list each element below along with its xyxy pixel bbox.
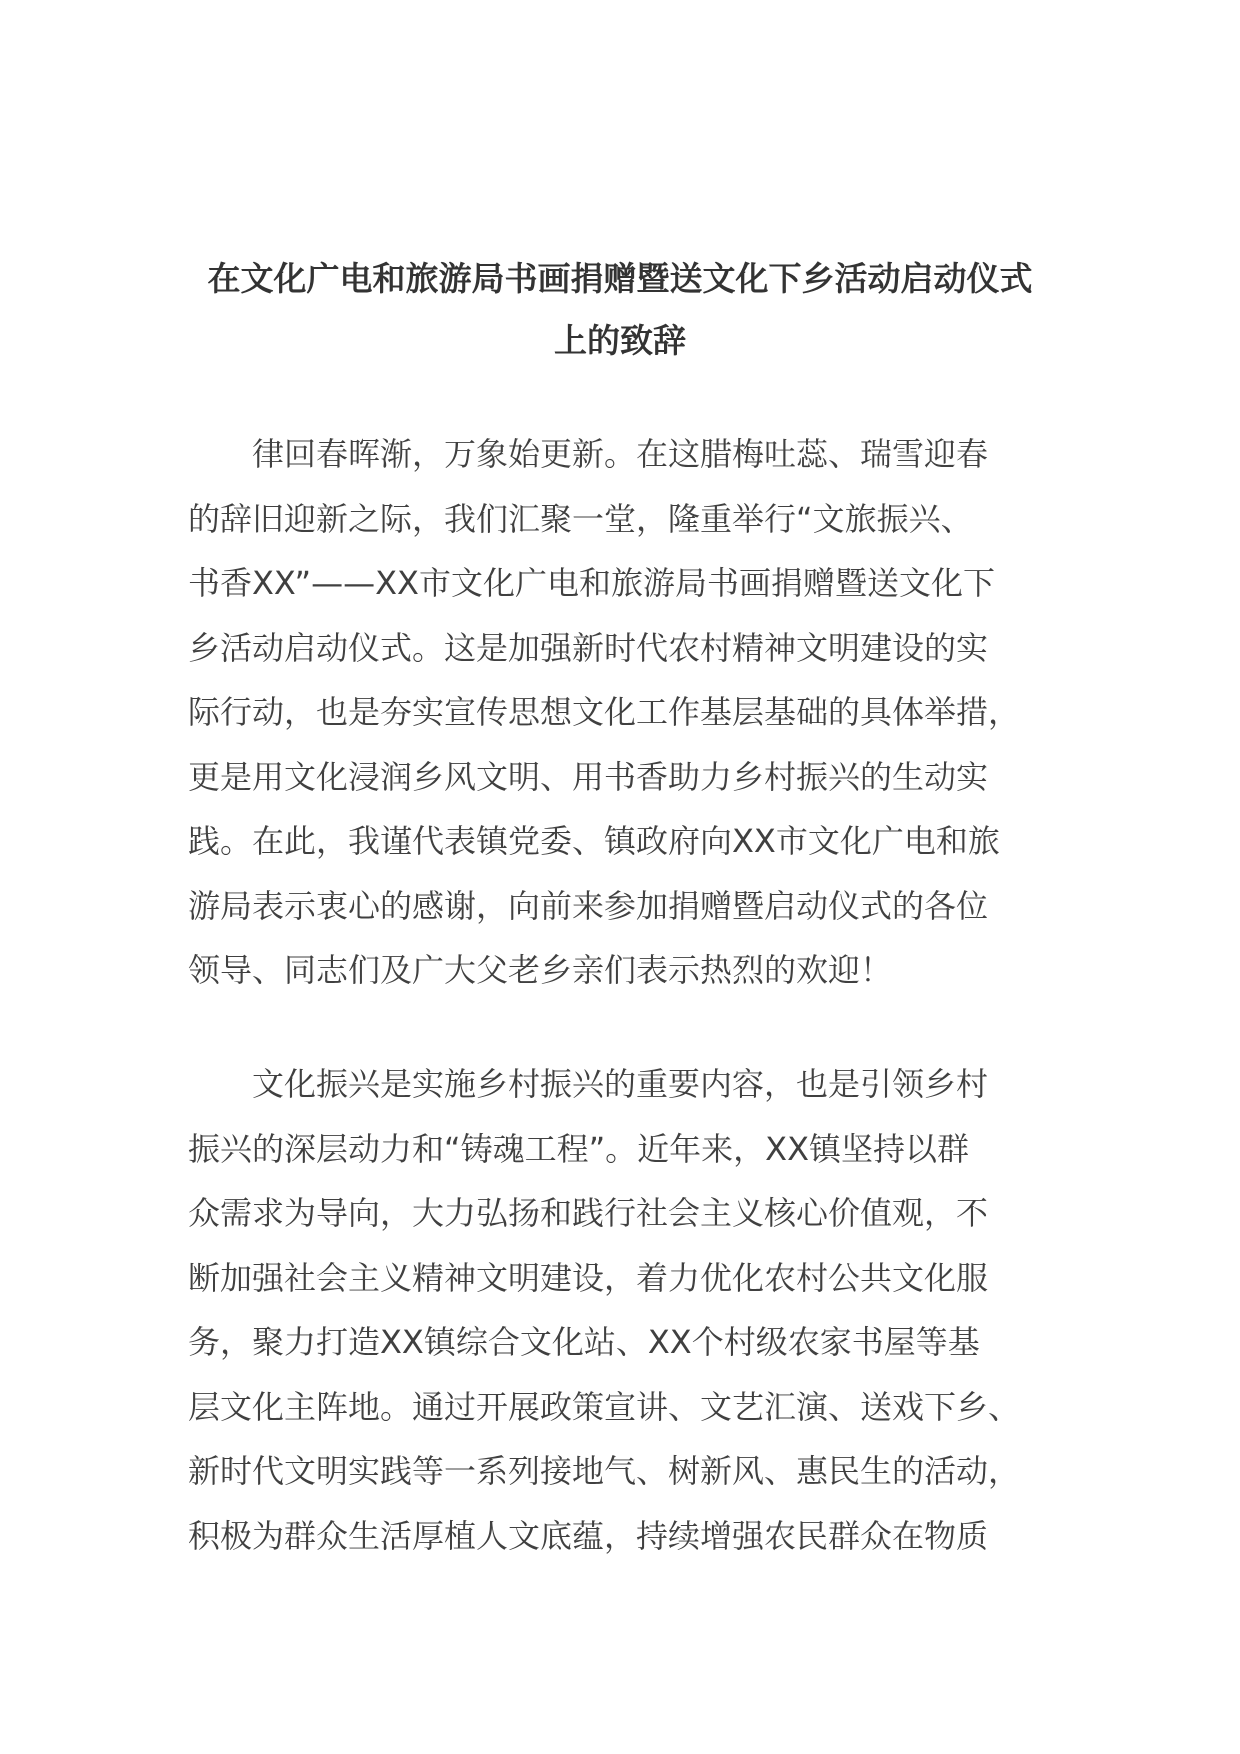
paragraph-line: 文化振兴是实施乡村振兴的重要内容，也是引领乡村	[188, 1065, 989, 1103]
paragraph-line: 振兴的深层动力和“铸魂工程”。近年来，XX镇坚持以群	[188, 1129, 970, 1168]
paragraph-line: 领导、同志们及广大父老乡亲们表示热烈的欢迎！	[188, 951, 893, 989]
paragraph-line: 游局表示衷心的感谢，向前来参加捐赠暨启动仪式的各位	[188, 886, 989, 925]
paragraph-line: 层文化主阵地。通过开展政策宣讲、文艺汇演、送戏下乡、	[188, 1387, 1021, 1426]
paragraph-line: 乡活动启动仪式。这是加强新时代农村精神文明建设的实	[188, 628, 989, 667]
paragraph-line: 众需求为导向，大力弘扬和践行社会主义核心价值观，不	[188, 1194, 989, 1232]
paragraph-line: 新时代文明实践等一系列接地气、树新风、惠民生的活动，	[188, 1452, 1021, 1490]
paragraph-line: 的辞旧迎新之际，我们汇聚一堂，隆重举行“文旅振兴、	[188, 499, 973, 538]
paragraph-line: 际行动，也是夯实宣传思想文化工作基层基础的具体举措，	[188, 693, 1021, 731]
paragraph-line: 积极为群众生活厚植人文底蕴，持续增强农民群众在物质	[188, 1516, 989, 1555]
paragraph-line: 更是用文化浸润乡风文明、用书香助力乡村振兴的生动实	[188, 757, 989, 796]
paragraph-cultural-revival	[188, 1052, 1058, 1568]
title-line: 在文化广电和旅游局书画捐赠暨送文化下乡活动启动仪式	[207, 259, 1033, 298]
paragraph-line: 书香XX”——XX市文化广电和旅游局书画捐赠暨送文化下	[188, 564, 995, 602]
paragraph-greeting	[188, 422, 1058, 1003]
paragraph-line: 断加强社会主义精神文明建设，着力优化农村公共文化服	[188, 1258, 989, 1297]
document-title	[180, 248, 1060, 372]
title-line: 上的致辞	[554, 321, 686, 360]
paragraph-line: 律回春晖渐，万象始更新。在这腊梅吐蕊、瑞雪迎春	[188, 435, 989, 473]
paragraph-line: 践。在此，我谨代表镇党委、镇政府向XX市文化广电和旅	[188, 822, 1000, 860]
paragraph-line: 务，聚力打造XX镇综合文化站、XX个村级农家书屋等基	[188, 1323, 980, 1361]
